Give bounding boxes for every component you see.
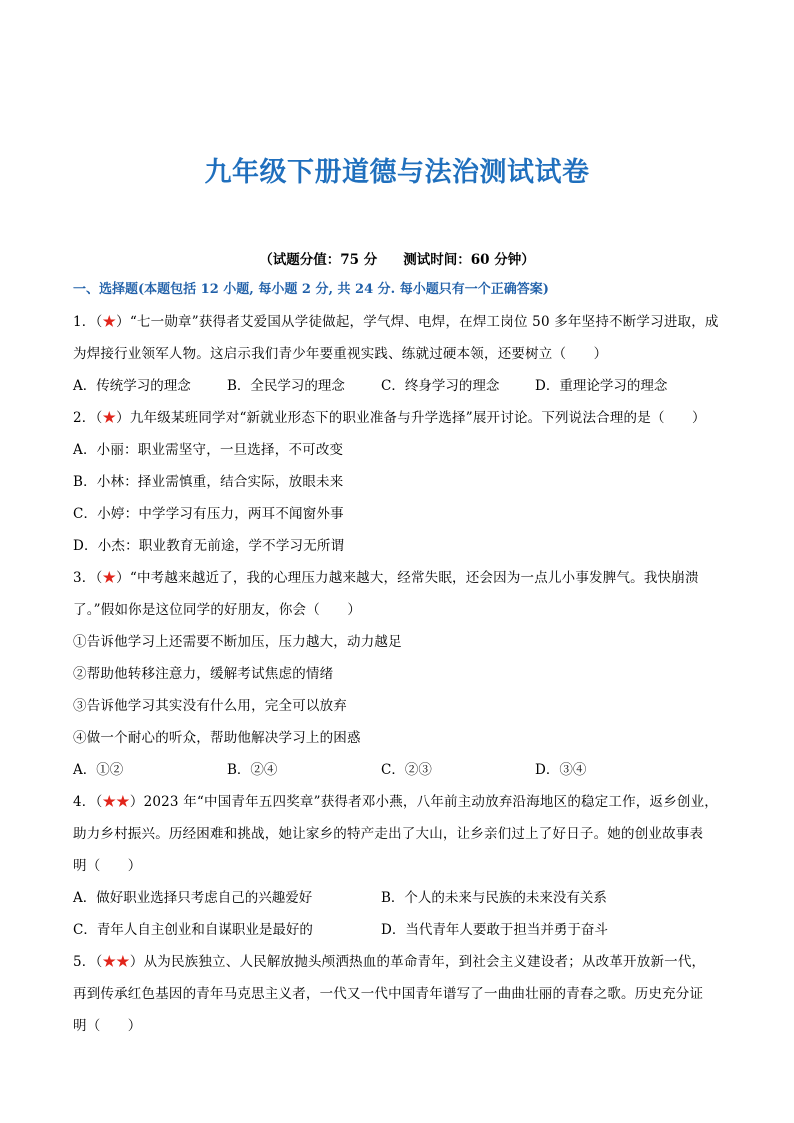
- question-stem-line: 明（ ）: [73, 858, 142, 874]
- option-c: C．小婷：中学学习有压力，两耳不闻窗外事: [73, 506, 344, 522]
- option-b: B．小林：择业需慎重，结合实际，放眼未来: [73, 474, 344, 490]
- question-4: 4．（★★）2023 年“中国青年五四奖章”获得者邓小燕，八年前主动放弃沿海地区的稳定工作，返乡创业，: [73, 794, 719, 810]
- option-b: B．②④: [227, 762, 278, 778]
- option-d: D．③④: [535, 762, 587, 778]
- question-stem-line: 明（ ）: [73, 1018, 142, 1034]
- question-5: 5．（★★）从为民族独立、人民解放抛头颅洒热血的革命青年，到社会主义建设者；从改革开放新一代，: [73, 954, 706, 970]
- statement-4: ④做一个耐心的听众，帮助他解决学习上的困惑: [73, 730, 361, 746]
- option-a: A．小丽：职业需坚守，一旦选择，不可改变: [73, 442, 344, 458]
- question-stem-line: 为焊接行业领军人物。这启示我们青少年要重视实践、练就过硬本领，还要树立（ ）: [73, 346, 608, 362]
- question-stem: 从为民族独立、人民解放抛头颅洒热血的革命青年，到社会主义建设者；从改革开放新一代，: [143, 954, 706, 970]
- score-info: （试题分值：75 分: [259, 252, 378, 268]
- difficulty-star-icon: ★★: [102, 954, 130, 970]
- question-stem: “七一勋章”获得者艾爱国从学徒做起，学气焊、电焊，在焊工岗位 50 多年坚持不断学习进取，成: [129, 314, 719, 330]
- statement-1: ①告诉他学习上还需要不断加压，压力越大，动力越足: [73, 634, 402, 650]
- difficulty-star-icon: ★: [102, 570, 117, 586]
- page-title: 九年级下册道德与法治测试试卷: [204, 157, 590, 188]
- question-stem: 2023 年“中国青年五四奖章”获得者邓小燕，八年前主动放弃沿海地区的稳定工作，返乡创业，: [143, 794, 719, 810]
- question-3: 3．（★）“中考越来越近了，我的心理压力越来越大，经常失眠，还会因为一点儿小事发脾气。我快崩溃: [73, 570, 699, 586]
- option-d: D．当代青年人要敢于担当并勇于奋斗: [381, 922, 608, 938]
- statement-3: ③告诉他学习其实没有什么用，完全可以放弃: [73, 698, 347, 714]
- option-d: D．重理论学习的理念: [535, 378, 668, 394]
- question-2: 2．（★）九年级某班同学对“新就业形态下的职业准备与升学选择”展开讨论。下列说法合理的是（ ）: [73, 410, 706, 426]
- exam-info: [0, 248, 794, 268]
- time-info: 测试时间：60 分钟）: [403, 252, 535, 268]
- question-stem: “中考越来越近了，我的心理压力越来越大，经常失眠，还会因为一点儿小事发脾气。我快崩溃: [129, 570, 699, 586]
- option-c: C．终身学习的理念: [381, 378, 500, 394]
- section-heading: 一、选择题(本题包括 12 小题, 每小题 2 分, 共 24 分. 每小题只有一个正确答案): [73, 282, 549, 297]
- question-stem-line: 再到传承红色基因的青年马克思主义者，一代又一代中国青年谱写了一曲曲壮丽的青春之歌。历史充分证: [73, 986, 704, 1002]
- option-c: C．青年人自主创业和自谋职业是最好的: [73, 922, 313, 938]
- option-a: A．做好职业选择只考虑自己的兴趣爱好: [73, 890, 313, 906]
- question-1: 1．（★）“七一勋章”获得者艾爱国从学徒做起，学气焊、电焊，在焊工岗位 50 多年坚持不断学习进取，成: [73, 314, 719, 330]
- option-b: B．全民学习的理念: [227, 378, 345, 394]
- option-d: D．小杰：职业教育无前途，学不学习无所谓: [73, 538, 345, 554]
- option-b: B．个人的未来与民族的未来没有关系: [381, 890, 607, 906]
- statement-2: ②帮助他转移注意力，缓解考试焦虑的情绪: [73, 666, 334, 682]
- question-stem-line: 了。”假如你是这位同学的好朋友，你会（ ）: [73, 602, 362, 618]
- question-stem: 九年级某班同学对“新就业形态下的职业准备与升学选择”展开讨论。下列说法合理的是（ ）: [129, 410, 706, 426]
- option-a: A．①②: [73, 762, 124, 778]
- option-c: C．②③: [381, 762, 432, 778]
- option-a: A．传统学习的理念: [73, 378, 191, 394]
- question-stem-line: 助力乡村振兴。历经困难和挑战，她让家乡的特产走出了大山，让乡亲们过上了好日子。她的创业故事表: [73, 826, 704, 842]
- difficulty-star-icon: ★: [102, 410, 117, 426]
- difficulty-star-icon: ★★: [102, 794, 130, 810]
- difficulty-star-icon: ★: [102, 314, 117, 330]
